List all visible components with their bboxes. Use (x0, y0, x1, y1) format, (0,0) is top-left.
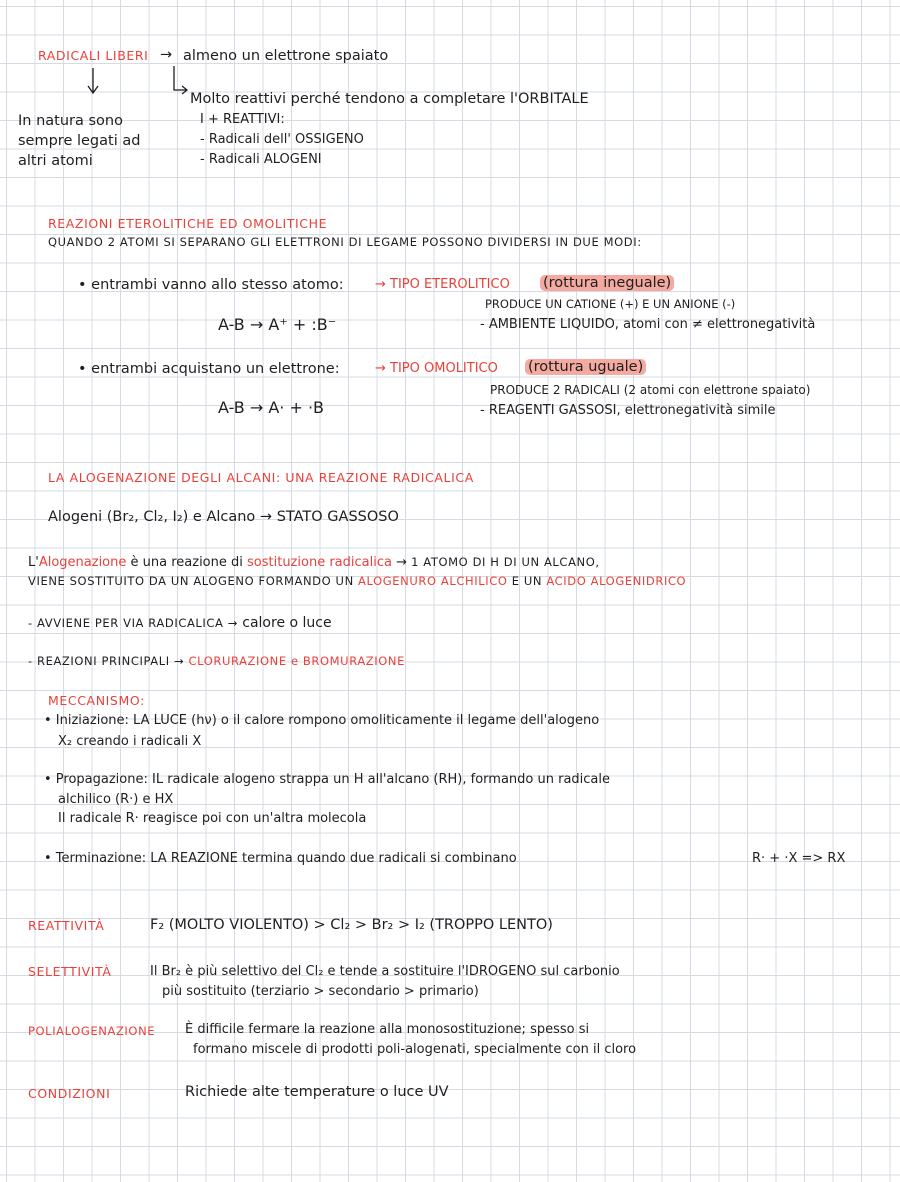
terminazione-equation: R· + ·X => RX (752, 851, 846, 866)
via-radicalica: - AVVIENE PER VIA RADICALICA → calore o luce (28, 615, 332, 631)
selettivita-line-1: Il Br₂ è più selettivo del Cl₂ e tende a sostituire l'IDROGENO sul carbonio (150, 964, 620, 979)
propagazione-line-2: alchilico (R·) e HX (58, 792, 174, 807)
natura-line-2: sempre legati ad (18, 133, 141, 149)
selettivita-label: SELETTIVITÀ (28, 964, 112, 979)
iniziazione-line-1: • Iniziazione: LA LUCE (hν) o il calore rompono omoliticamente il legame dell'alogeno (44, 713, 600, 728)
iniziazione-line-2: X₂ creando i radicali X (58, 734, 202, 749)
l-arrow-icon (174, 66, 187, 94)
omolitico-highlight: (rottura uguale) (525, 360, 646, 375)
polialogenazione-line-1: È difficile fermare la reazione alla monosostituzione; spesso si (185, 1022, 590, 1037)
reazioni-principali: - REAZIONI PRINCIPALI → CLORURAZIONE e BROMURAZIONE (28, 654, 405, 668)
omolitico-note-1: PRODUCE 2 RADICALI (2 atomi con elettrone spaiato) (490, 383, 811, 397)
eterolitico-highlight: (rottura ineguale) (540, 276, 674, 291)
alogeni-line: Alogeni (Br₂, Cl₂, I₂) e Alcano → STATO GASSOSO (48, 509, 399, 525)
alogenazione-def-1: L'Alogenazione è una reazione di sostituzione radicalica → 1 ATOMO DI H DI UN ALCANO, (28, 555, 600, 570)
propagazione-line-1: • Propagazione: IL radicale alogeno strappa un H all'alcano (RH), formando un radicale (44, 772, 611, 787)
natura-line-3: altri atomi (18, 153, 93, 169)
alogenazione-def-2: VIENE SOSTITUITO DA UN ALOGENO FORMANDO UN ALOGENURO ALCHILICO E UN ACIDO ALOGENIDRICO (28, 574, 687, 588)
polialogenazione-line-2: formano miscele di prodotti poli-alogenati, specialmente con il cloro (193, 1042, 637, 1057)
tipo-ossigeno: - Radicali dell' OSSIGENO (200, 132, 364, 147)
alogenazione-title: LA ALOGENAZIONE DEGLI ALCANI: UNA REAZIONE RADICALICA (48, 470, 474, 485)
selettivita-line-2: più sostituito (terziario > secondario > primario) (162, 984, 479, 999)
omolitico-note-2: - REAGENTI GASSOSI, elettronegatività simile (480, 403, 776, 418)
reattivita-text: F₂ (MOLTO VIOLENTO) > Cl₂ > Br₂ > I₂ (TROPPO LENTO) (150, 917, 553, 933)
omolitico-label: • entrambi acquistano un elettrone: (78, 361, 340, 377)
condizioni-text: Richiede alte temperature o luce UV (185, 1084, 449, 1100)
terminazione-line: • Terminazione: LA REAZIONE termina quando due radicali si combinano (44, 851, 517, 866)
tipo-alogeni: - Radicali ALOGENI (200, 152, 322, 167)
radicali-def: almeno un elettrone spaiato (183, 48, 389, 64)
eterolitico-formula: A-B → A⁺ + :B⁻ (218, 315, 337, 334)
eterolitico-note-2: - AMBIENTE LIQUIDO, atomi con ≠ elettronegatività (480, 317, 816, 332)
tipi-head: I + REATTIVI: (200, 112, 285, 127)
natura-line-1: In natura sono (18, 113, 123, 129)
eterolitico-note-1: PRODUCE UN CATIONE (+) E UN ANIONE (-) (485, 297, 736, 311)
meccanismo-title: MECCANISMO: (48, 693, 145, 708)
radicali-reattivi: Molto reattivi perché tendono a completare l'ORBITALE (190, 91, 589, 107)
omolitico-formula: A-B → A· + ·B (218, 398, 325, 417)
polialogenazione-label: POLIALOGENAZIONE (28, 1024, 156, 1038)
down-arrow-icon (88, 68, 98, 93)
reazioni-title: REAZIONI ETEROLITICHE ED OMOLITICHE (48, 216, 328, 231)
radicali-title: RADICALI LIBERI (38, 48, 149, 63)
eterolitico-tipo: → TIPO ETEROLITICO (375, 277, 510, 292)
condizioni-label: CONDIZIONI (28, 1086, 111, 1101)
radicali-def-arrow: → (160, 47, 173, 63)
reattivita-label: REATTIVITÀ (28, 918, 105, 933)
propagazione-line-3: Il radicale R· reagisce poi con un'altra molecola (58, 811, 367, 826)
eterolitico-label: • entrambi vanno allo stesso atomo: (78, 277, 344, 293)
omolitico-tipo: → TIPO OMOLITICO (375, 361, 498, 376)
reazioni-intro: QUANDO 2 ATOMI SI SEPARANO GLI ELETTRONI DI LEGAME POSSONO DIVIDERSI IN DUE MODI: (48, 235, 642, 249)
